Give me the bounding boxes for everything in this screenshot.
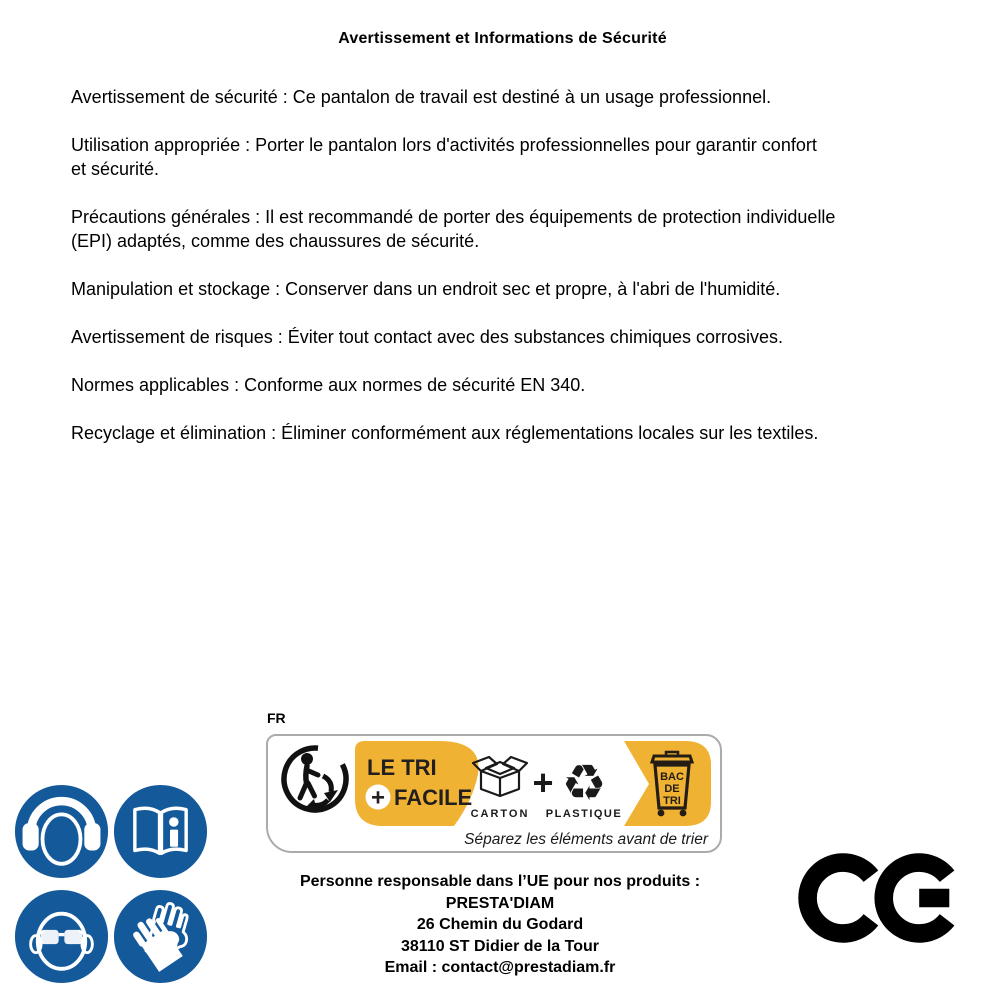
banner-left-shape — [355, 741, 479, 826]
responsible-person-block — [200, 871, 800, 979]
tri-facile-sorting-label — [266, 734, 722, 853]
paragraph-precautions-generales — [71, 205, 961, 253]
company-name: PRESTA'DIAM — [445, 894, 555, 912]
paragraph-normes-applicables — [71, 373, 961, 397]
material-carton-label: CARTON — [470, 808, 530, 820]
carton-icon — [473, 757, 527, 796]
plastique-recycling-icon: ♻ — [561, 755, 607, 811]
paragraph-line: Recyclage et élimination : Éliminer conformément aux réglementations locales sur les textiles. — [71, 423, 819, 443]
paragraph-line: Utilisation appropriée : Porter le pantalon lors d'activités professionnelles pour garantir confort — [71, 135, 817, 155]
sorting-banner — [353, 741, 713, 827]
triman-recycling-icon — [277, 741, 353, 817]
sorting-bin-icon — [652, 752, 692, 816]
ce-mark-icon — [797, 848, 967, 948]
headline-le-tri: LE TRI — [367, 755, 437, 780]
svg-text:TRI: TRI — [663, 795, 681, 807]
paragraph-line: et sécurité. — [71, 159, 160, 179]
materials-plus: + — [532, 762, 554, 803]
paragraph-recyclage-elimination — [71, 421, 961, 445]
headline-plus: + — [370, 784, 386, 812]
safety-text-block — [71, 85, 961, 469]
responsible-line: Personne responsable dans l’UE pour nos produits : — [299, 873, 701, 890]
contact-email: Email : contact@prestadiam.fr — [384, 959, 616, 976]
paragraph-line: Normes applicables : Conforme aux normes de sécurité EN 340. — [71, 375, 586, 395]
protective-gloves-icon — [113, 889, 208, 984]
paragraph-utilisation-appropriee — [71, 133, 961, 181]
ear-protection-icon — [14, 784, 109, 879]
paragraph-line: Précautions générales : Il est recommandé de porter des équipements de protection individuelle — [71, 207, 836, 227]
sorting-tagline: Séparez les éléments avant de trier — [464, 831, 708, 848]
paragraph-avertissement-risques — [71, 325, 961, 349]
address-city: 38110 ST Didier de la Tour — [401, 937, 599, 955]
country-code-label: FR — [267, 710, 286, 726]
page-title: Avertissement et Informations de Sécurité — [338, 30, 667, 47]
address-street: 26 Chemin du Godard — [416, 916, 584, 933]
paragraph-avertissement-securite — [71, 85, 961, 109]
paragraph-line: Avertissement de risques : Éviter tout contact avec des substances chimiques corrosives. — [71, 327, 783, 347]
eye-protection-icon — [14, 889, 109, 984]
material-plastique-label: PLASTIQUE — [545, 808, 623, 820]
headline-facile: FACILE — [394, 785, 473, 810]
paragraph-manipulation-stockage — [71, 277, 961, 301]
svg-text:BAC: BAC — [660, 771, 684, 783]
svg-text:DE: DE — [664, 783, 680, 795]
paragraph-line: Avertissement de sécurité : Ce pantalon de travail est destiné à un usage professionnel. — [71, 87, 772, 107]
paragraph-line: Manipulation et stockage : Conserver dans un endroit sec et propre, à l'abri de l'humidité. — [71, 279, 781, 299]
read-manual-icon — [113, 784, 208, 879]
paragraph-line: (EPI) adaptés, comme des chaussures de sécurité. — [71, 231, 480, 251]
